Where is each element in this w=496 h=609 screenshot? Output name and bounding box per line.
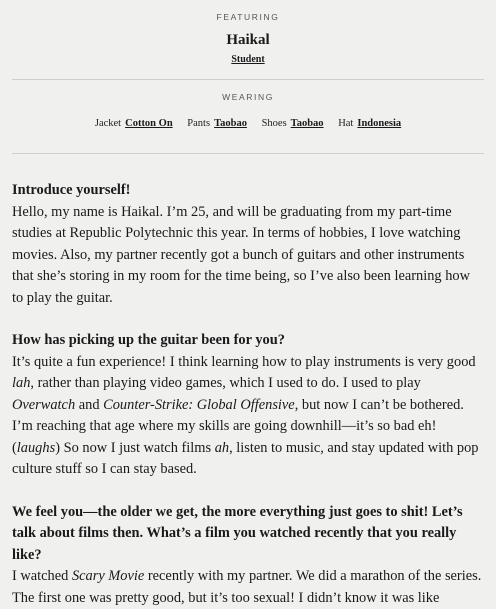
answer-text: , but now I can’t be bothered. I’m reaching that age where my skills are going downhill—it’s so bad eh! ( (12, 396, 464, 456)
answer-text: ) So now I just watch films (55, 439, 215, 456)
garment-label: Jacket (94, 118, 122, 129)
answer-text: , listen to music, and stay updated with pop culture stuff so I can stay based. (12, 439, 479, 477)
garment-brand-link[interactable]: Cotton On (125, 118, 173, 129)
garment-label: Pants (187, 118, 211, 129)
answer-italic-text: Scary Movie (71, 568, 145, 584)
garment-brand-link[interactable]: Taobao (214, 118, 247, 129)
interview-answer (12, 352, 484, 481)
garment-pants (187, 118, 247, 129)
garment-jacket (95, 118, 173, 129)
answer-text: recently with my partner. We did a marathon of the series. The first one was pretty good, but it’s too sexual! I didn’t know it was like (12, 568, 482, 606)
answer-text: Hello, my name is Haikal. I’m 25, and will be graduating from my part-time studies at Republic Polytechnic this year. In terms of hobbies, I love watching movies. Also, my partner recently got a bunch of guitars and other instruments that she’s storing in my room for the time being, so I’ve also been learning how to play the guitar. (12, 203, 471, 306)
answer-italic-text: Overwatch (12, 396, 76, 413)
garment-label: Hat (338, 118, 354, 129)
featuring-kicker: FEATURING (216, 12, 280, 22)
interview-answer (12, 566, 484, 609)
interview-body (0, 154, 496, 609)
answer-italic-text: laughs (16, 439, 56, 456)
interview-question: Introduce yourself! (12, 182, 131, 198)
garment-brand-link[interactable]: Taobao (290, 118, 324, 129)
subject-name: Haikal (226, 32, 270, 48)
answer-text: , rather than playing video games, which I used to do. I used to play (30, 375, 421, 391)
answer-text: I watched (12, 568, 72, 584)
garment-label: Shoes (261, 118, 287, 129)
garment-shoes (262, 118, 324, 129)
wearing-section (0, 80, 496, 153)
garment-brand-link[interactable]: Indonesia (357, 118, 402, 129)
subject-role-link[interactable]: Student (231, 54, 265, 65)
answer-italic-text: lah (12, 375, 31, 391)
wearing-kicker: WEARING (222, 92, 274, 102)
interview-question: We feel you—the older we get, the more everything just goes to shit! Let’s talk about films then. What’s a film you watched recently that you really like? (12, 503, 463, 563)
featuring-section (0, 0, 496, 65)
answer-italic-text: Counter-Strike: Global Offensive (103, 396, 295, 413)
interview-question: How has picking up the guitar been for you? (12, 332, 285, 348)
answer-text: It’s quite a fun experience! I think learning how to play instruments is very good (12, 353, 476, 370)
garment-hat (338, 118, 401, 129)
garment-list (0, 118, 496, 129)
interview-answer (12, 202, 484, 310)
answer-text: and (75, 396, 104, 413)
answer-italic-text: ah (214, 439, 230, 456)
